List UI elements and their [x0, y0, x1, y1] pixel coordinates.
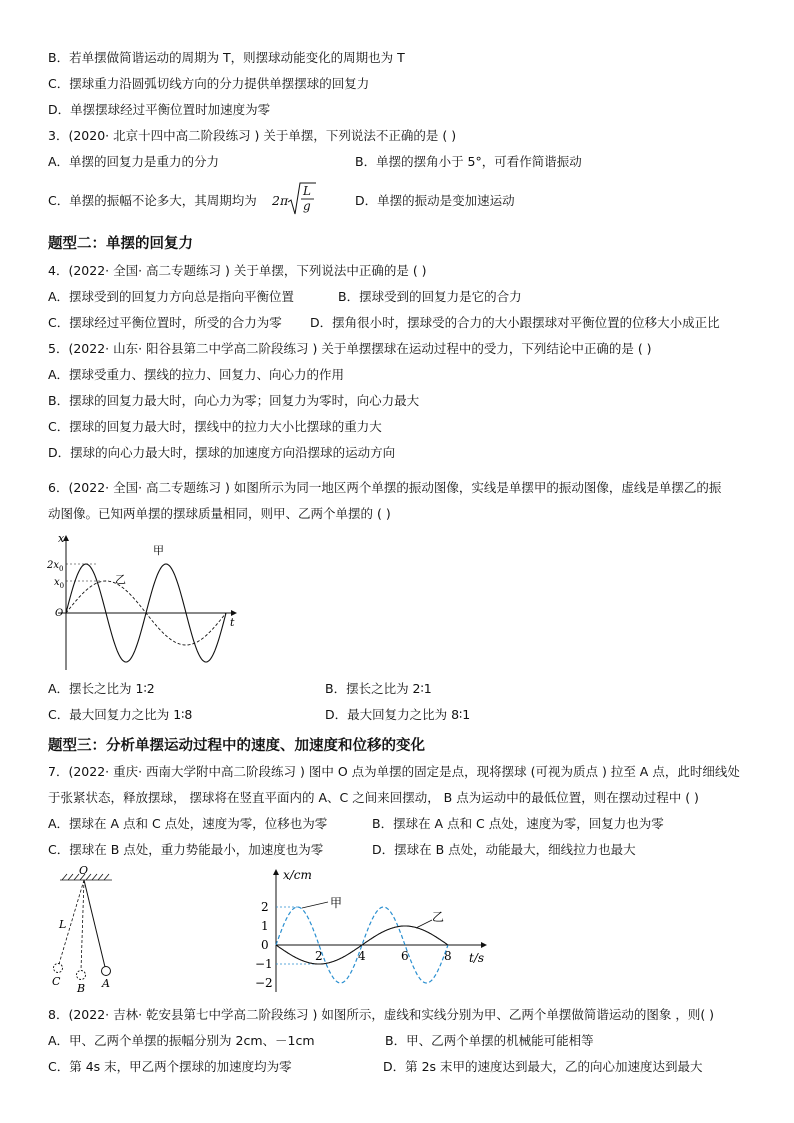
q8-y-tick-label: 2 [261, 900, 269, 914]
q5-option-a: A．摆球受重力、摆线的拉力、回复力、向心力的作用 [48, 367, 345, 382]
q8-stem: 8．(2022· 吉林· 乾安县第七中学高二阶段练习 ) 如图所示，虚线和实线分别为甲、乙两个单摆做简谐运动的图象 ，则( ) [48, 1007, 715, 1022]
q2-option-c: C．摆球重力沿圆弧切线方向的分力提供单摆摆球的回复力 [48, 76, 370, 91]
q8-y-tick-label: 0 [261, 938, 269, 952]
q6-vibration-graph [44, 532, 244, 672]
section-heading-2: 题型二：单摆的回复力 [48, 236, 193, 252]
ball-c [54, 964, 63, 973]
q3-option-a: A．单摆的回复力是重力的分力 [48, 154, 220, 169]
q6-option-d: D．最大回复力之比为 8∶1 [325, 707, 471, 722]
string-to-a [84, 880, 105, 967]
q7-option-d: D．摆球在 B 点处，动能最大，细线拉力也最大 [372, 842, 636, 857]
q8-y-tick-label: −1 [255, 957, 273, 971]
q8-option-c: C．第 4s 末，甲乙两个摆球的加速度均为零 [48, 1059, 292, 1074]
q7-pendulum-diagram [44, 866, 144, 996]
q7-option-a: A．摆球在 A 点和 C 点处，速度为零，位移也为零 [48, 816, 328, 831]
q6-origin-label: O [55, 608, 64, 619]
label-l: L [59, 918, 67, 931]
section-heading-3: 题型三：分析单摆运动过程中的速度、加速度和位移的变化 [48, 738, 425, 754]
q3-stem: 3．(2020· 北京十四中高二阶段练习 ) 关于单摆，下列说法不正确的是 ( ) [48, 128, 457, 143]
q8-x-tick-label: 8 [444, 949, 452, 963]
q2-option-b: B．若单摆做简谐运动的周期为 T，则摆球动能变化的周期也为 T [48, 50, 405, 65]
formula-prefix: 2π [272, 193, 289, 208]
q6-option-c: C．最大回复力之比为 1∶8 [48, 707, 193, 722]
q8-vibration-graph [250, 866, 490, 996]
q7-stem-line2: 于张紧状态，释放摆球， 摆球将在竖直平面内的 A、C 之间来回摆动， B 点为运动中的最低位置，则在摆动过程中 ( ) [48, 790, 699, 805]
q4-option-b: B．摆球受到的回复力是它的合力 [338, 289, 522, 304]
q8-leader-jia [302, 902, 328, 908]
q4-stem: 4．(2022· 全国· 高二专题练习 ) 关于单摆，下列说法中正确的是 ( ) [48, 263, 427, 278]
q3-option-b: B．单摆的摆角小于 5°，可看作简谐振动 [355, 154, 582, 169]
label-c: C [52, 975, 61, 988]
ball-a [102, 967, 111, 976]
q2-option-d: D．单摆摆球经过平衡位置时加速度为零 [48, 102, 271, 117]
q6-tick-2x0: $2x_0$ [47, 560, 64, 573]
q5-stem: 5．(2022· 山东· 阳谷县第二中学高二阶段练习 ) 关于单摆摆球在运动过程中的受力，下列结论中正确的是 ( ) [48, 341, 652, 356]
q8-y-ticks [255, 900, 273, 990]
q8-label-jia: 甲 [330, 896, 343, 910]
q8-option-b: B．甲、乙两个单摆的机械能可能相等 [385, 1033, 594, 1048]
q5-option-d: D．摆球的向心力最大时，摆球的加速度方向沿摆球的运动方向 [48, 445, 396, 460]
q6-y-label: x [58, 532, 65, 545]
q7-option-c: C．摆球在 B 点处，重力势能最小，加速度也为零 [48, 842, 324, 857]
q4-option-c: C．摆球经过平衡位置时，所受的合力为零 [48, 315, 282, 330]
q6-stem-line2: 动图像。已知两单摆的摆球质量相同，则甲、乙两个单摆的 ( ) [48, 506, 391, 521]
period-formula [272, 180, 318, 218]
q8-x-tick-label: 2 [315, 949, 323, 963]
q7-option-b: B．摆球在 A 点和 C 点处，速度为零，回复力也为零 [372, 816, 664, 831]
string-to-b [81, 880, 84, 970]
q8-y-tick-label: −2 [255, 976, 273, 990]
q8-leader-yi [416, 920, 432, 928]
q6-option-a: A．摆长之比为 1∶2 [48, 681, 155, 696]
q8-label-yi: 乙 [432, 910, 445, 924]
q7-stem-line1: 7．(2022· 重庆· 西南大学附中高二阶段练习 ) 图中 O 点为单摆的固定是点，现将摆球 (可视为质点 ) 拉至 A 点，此时细线处 [48, 764, 740, 779]
q3-option-d: D．单摆的振动是变加速运动 [355, 193, 515, 208]
q5-option-c: C．摆球的回复力最大时，摆线中的拉力大小比摆球的重力大 [48, 419, 382, 434]
ball-b [77, 971, 86, 980]
q5-option-b: B．摆球的回复力最大时，向心力为零；回复力为零时，向心力最大 [48, 393, 420, 408]
formula-numerator: L [303, 184, 311, 198]
sqrt-icon [272, 180, 318, 218]
q8-x-tick-label: 6 [401, 949, 409, 963]
formula-denominator: g [303, 199, 311, 213]
q4-option-a: A．摆球受到的回复力方向总是指向平衡位置 [48, 289, 295, 304]
q8-option-a: A．甲、乙两个单摆的振幅分别为 2cm、－1cm [48, 1033, 315, 1048]
label-o: O [79, 866, 89, 877]
q4-option-d: D．摆角很小时，摆球受的合力的大小跟摆球对平衡位置的位移大小成正比 [310, 315, 720, 330]
label-a: A [102, 977, 110, 990]
q8-x-label: t/s [469, 951, 485, 965]
label-b: B [77, 982, 86, 995]
q3-option-c-text: C．单摆的振幅不论多大，其周期均为 [48, 193, 257, 208]
q6-label-jia: 甲 [153, 544, 164, 557]
q8-y-tick-label: 1 [261, 919, 269, 933]
q8-option-d: D．第 2s 末甲的速度达到最大，乙的向心加速度达到最大 [383, 1059, 703, 1074]
q6-stem-line1: 6．(2022· 全国· 高二专题练习 ) 如图所示为同一地区两个单摆的振动图像，实线是单摆甲的振动图像，虚线是单摆乙的振 [48, 480, 722, 495]
q8-y-label: x/cm [283, 868, 312, 882]
q6-tick-x0: $x_0$ [54, 577, 65, 590]
q8-x-tick-label: 4 [358, 949, 366, 963]
q6-x-label: t [230, 616, 235, 629]
q6-option-b: B．摆长之比为 2∶1 [325, 681, 432, 696]
q6-label-yi: 乙 [115, 573, 126, 586]
q3-option-c [48, 193, 257, 209]
